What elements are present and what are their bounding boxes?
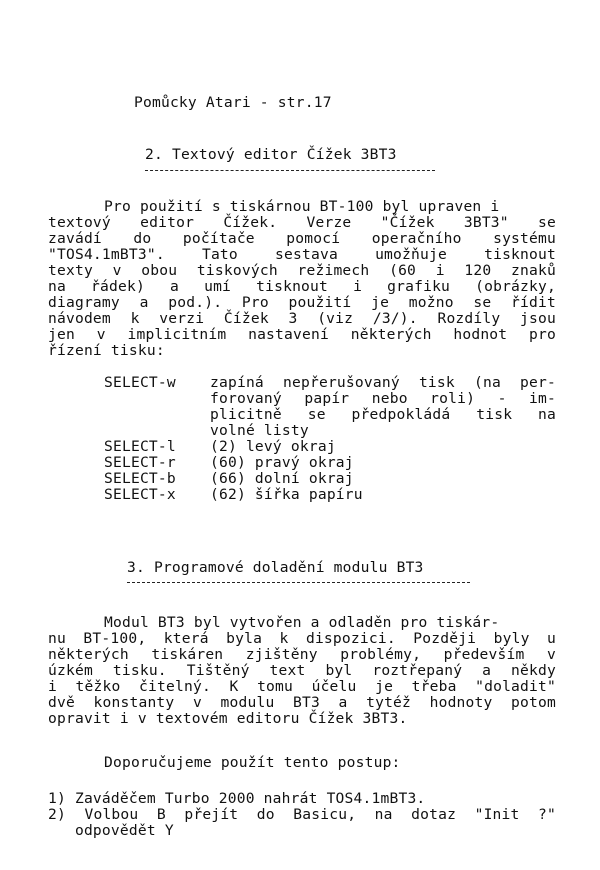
page-header: Pomůcky Atari - str.17 (134, 94, 332, 111)
step-item: 1) Zaváděčem Turbo 2000 nahrát TOS4.1mBT3. (48, 790, 426, 807)
option-key: SELECT-r (104, 454, 176, 471)
option-desc: (60) pravý okraj (210, 454, 354, 471)
paragraph-line: na řádek) a umí tisknout i grafiku (obrázky, (48, 278, 556, 295)
section-3-underline (127, 582, 470, 583)
paragraph-line: textový editor Čížek. Verze "Čížek 3BT3" se (48, 214, 556, 231)
option-key: SELECT-l (104, 438, 176, 455)
step-item-continuation: odpovědět Y (48, 822, 174, 839)
option-key: SELECT-b (104, 470, 176, 487)
paragraph-line: jen v implicitním nastavení některých hodnot pro (48, 326, 556, 343)
paragraph-line: návodem k verzi Čížek 3 (viz /3/). Rozdíly jsou (48, 310, 556, 327)
paragraph-line: opravit i v textovém editoru Čížek 3BT3. (48, 710, 408, 727)
option-desc: zapíná nepřerušovaný tisk (na per- (210, 374, 556, 391)
section-2-underline (145, 170, 435, 171)
step-item: 2) Volbou B přejít do Basicu, na dotaz "Init ?" (48, 806, 556, 823)
option-desc: (2) levý okraj (210, 438, 336, 455)
section-3-heading: 3. Programové doladění modulu BT3 (127, 559, 424, 576)
option-key: SELECT-w (104, 374, 176, 391)
recommendation-line: Doporučujeme použít tento postup: (104, 754, 401, 771)
paragraph-line: některých tiskáren zjištěny problémy, především v (48, 646, 556, 663)
paragraph-line: Pro použití s tiskárnou BT-100 byl upraven i (104, 198, 500, 215)
paragraph-line: Modul BT3 byl vytvořen a odladěn pro tiskár- (104, 614, 500, 631)
paragraph-line: zavádí do počítače pomocí operačního systému (48, 230, 556, 247)
option-desc: (62) šířka papíru (210, 486, 363, 503)
option-desc: (66) dolní okraj (210, 470, 354, 487)
option-desc: forovaný papír nebo roli) - im- (210, 390, 556, 407)
paragraph-line: řízení tisku: (48, 342, 165, 359)
paragraph-line: diagramy a pod.). Pro použití je možno se řídit (48, 294, 556, 311)
paragraph-line: i těžko čitelný. K tomu účelu je třeba "doladit" (48, 678, 556, 695)
option-desc: plicitně se předpokládá tisk na (210, 406, 556, 423)
option-key: SELECT-x (104, 486, 176, 503)
paragraph-line: texty v obou tiskových režimech (60 i 120 znaků (48, 262, 556, 279)
option-desc: volné listy (210, 422, 309, 439)
paragraph-line: dvě konstanty v modulu BT3 a tytéž hodnoty potom (48, 694, 556, 711)
paragraph-line: "TOS4.1mBT3". Tato sestava umožňuje tisknout (48, 246, 556, 263)
paragraph-line: nu BT-100, která byla k dispozici. Později byly u (48, 630, 556, 647)
paragraph-line: úzkém tisku. Tištěný text byl roztřepaný a někdy (48, 662, 556, 679)
section-2-heading: 2. Textový editor Čížek 3BT3 (145, 146, 397, 163)
